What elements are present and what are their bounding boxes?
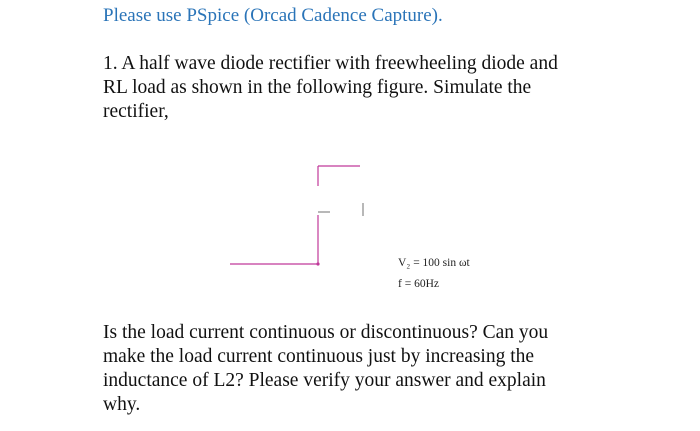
question-1-line: 1. A half wave diode rectifier with freewheeling diode and xyxy=(103,53,558,74)
wire-junction-dot xyxy=(316,262,319,265)
instruction-header: Please use PSpice (Orcad Cadence Capture). xyxy=(103,5,443,26)
question-1-text xyxy=(103,52,623,124)
question-2-line: why. xyxy=(103,394,141,415)
question-2-line: Is the load current continuous or discontinuous? Can you xyxy=(103,322,549,343)
question-2-text xyxy=(103,321,623,417)
equation-source-voltage: V₂ = 100 sin ωt xyxy=(398,257,470,269)
equation-frequency: f = 60Hz xyxy=(398,278,439,290)
question-2-line: make the load current continuous just by increasing the xyxy=(103,346,535,367)
question-1-line: RL load as shown in the following figure. Simulate the xyxy=(103,77,532,98)
question-1-line: rectifier, xyxy=(103,101,169,122)
question-2-line: inductance of L2? Please verify your answer and explain xyxy=(103,370,546,391)
